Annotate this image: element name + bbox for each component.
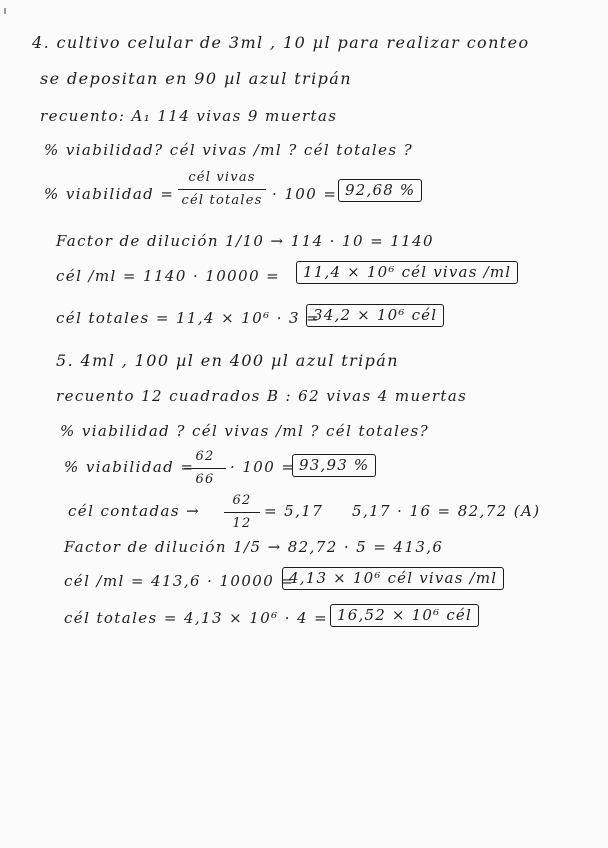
ex4-viability-result: 92,68 %	[338, 179, 422, 202]
ex4-viability-denominator: cél totales	[181, 193, 263, 208]
ex5-viability-denominator: 66	[195, 472, 215, 487]
ex5-total-cells-label: cél totales = 4,13 × 10⁶ · 4 =	[64, 609, 329, 627]
ex4-viability-fraction	[178, 170, 266, 209]
ex5-counted-result: = 5,17	[264, 502, 324, 520]
ex4-cells-per-ml-result: 11,4 × 10⁶ cél vivas /ml	[296, 261, 518, 284]
ex4-viability-times-100: · 100 =	[272, 185, 338, 203]
ex4-dilution-factor-line: Factor de dilución 1/10 → 114 · 10 = 1140	[56, 232, 434, 250]
ex4-total-cells-result: 34,2 × 10⁶ cél	[306, 304, 444, 327]
ex5-counted-denominator: 12	[232, 516, 252, 531]
ex5-counted-calculation: 5,17 · 16 = 82,72 (A)	[352, 502, 541, 520]
ex5-counted-cells-label: cél contadas →	[68, 502, 201, 520]
ex4-total-cells-label: cél totales = 11,4 × 10⁶ · 3 =	[56, 309, 321, 327]
ex4-viability-numerator: cél vivas	[188, 170, 256, 185]
ex5-total-cells-result: 16,52 × 10⁶ cél	[330, 604, 479, 627]
ex5-dilution-factor-line: Factor de dilución 1/5 → 82,72 · 5 = 413,6	[64, 538, 444, 556]
ex5-viability-fraction	[184, 449, 226, 488]
ex5-viability-numerator: 62	[195, 449, 215, 464]
ex5-viability-result: 93,93 %	[292, 454, 376, 477]
ex5-viability-times-100: · 100 =	[230, 458, 296, 476]
ex4-count-line: recuento: A₁ 114 vivas 9 muertas	[40, 107, 338, 125]
margin-mark	[4, 8, 6, 14]
ex5-cells-per-ml-result: 4,13 × 10⁶ cél vivas /ml	[282, 567, 504, 590]
ex5-cells-per-ml-label: cél /ml = 413,6 · 10000 =	[64, 572, 295, 590]
ex4-questions-line: % viabilidad? cél vivas /ml ? cél totales ?	[44, 141, 414, 159]
ex4-cells-per-ml-label: cél /ml = 1140 · 10000 =	[56, 267, 281, 285]
ex5-statement-line-1: 5. 4ml , 100 µl en 400 µl azul tripán	[56, 351, 399, 370]
ex5-counted-fraction	[224, 493, 260, 532]
ex5-questions-line: % viabilidad ? cél vivas /ml ? cél totales?	[60, 422, 430, 440]
ex4-statement-line-2: se depositan en 90 µl azul tripán	[40, 69, 352, 88]
ex5-viability-label: % viabilidad =	[64, 458, 195, 476]
ex4-viability-label: % viabilidad =	[44, 185, 175, 203]
ex4-statement-line-1: 4. cultivo celular de 3ml , 10 µl para realizar conteo	[32, 33, 530, 52]
ex5-count-line: recuento 12 cuadrados B : 62 vivas 4 muertas	[56, 387, 468, 405]
ex5-counted-numerator: 62	[232, 493, 252, 508]
